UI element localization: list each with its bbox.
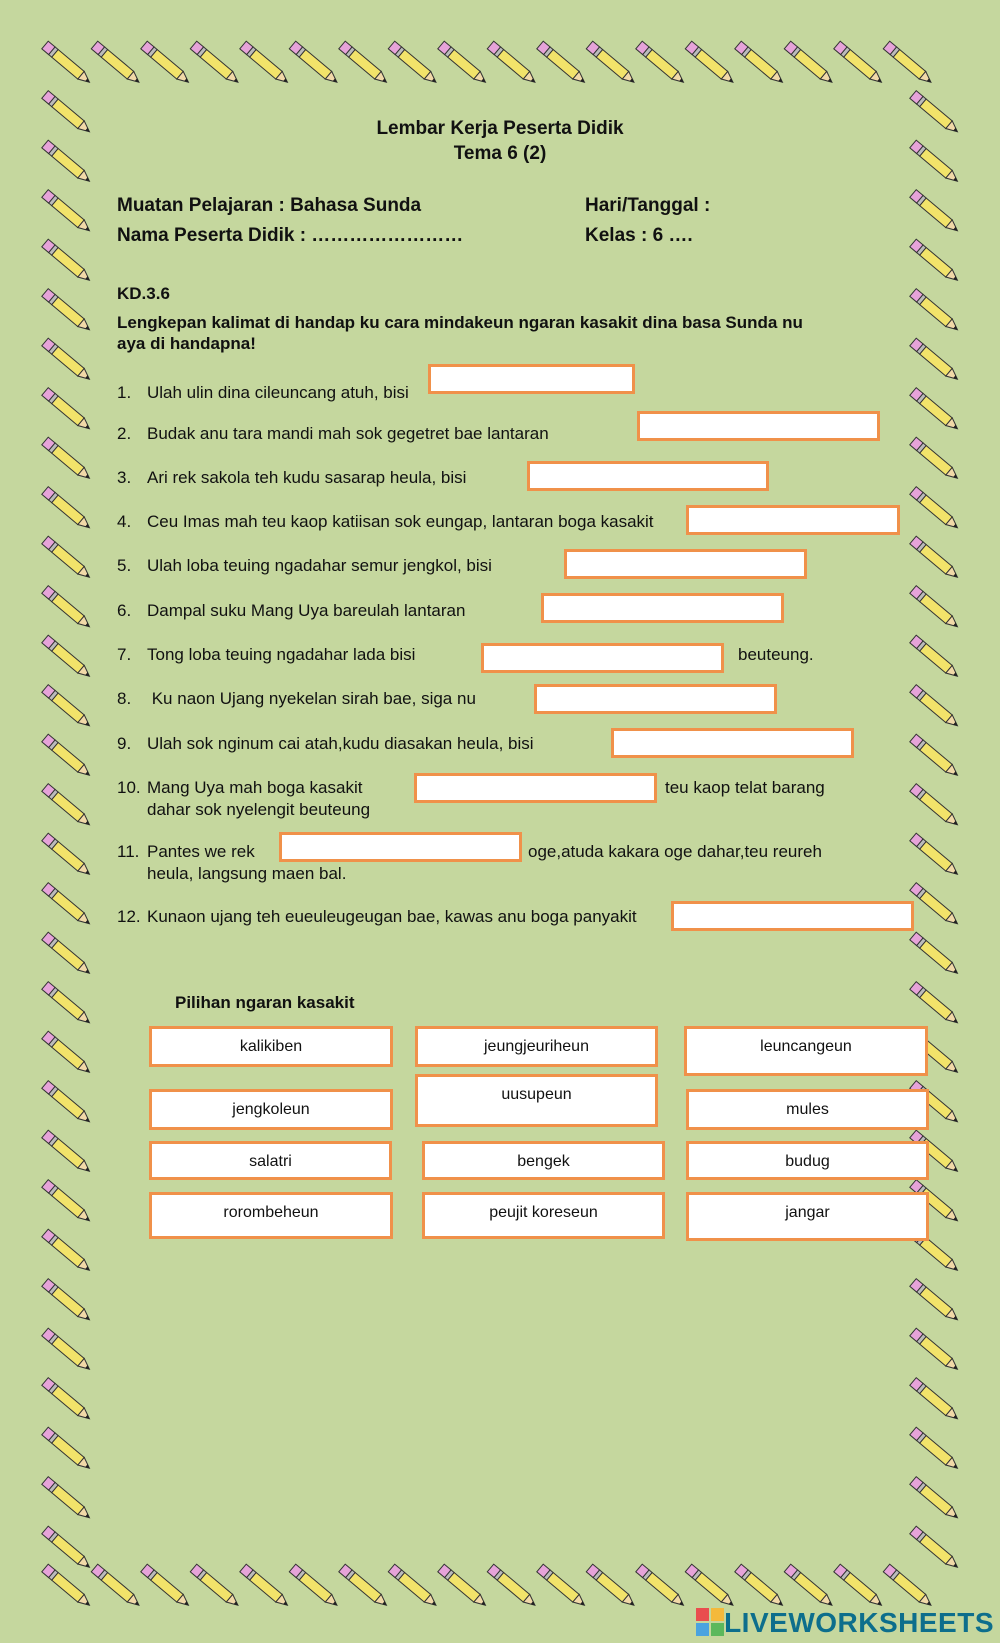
pencil-icon (42, 1081, 93, 1126)
pencil-icon (784, 41, 835, 86)
subject-line: Muatan Pelajaran : Bahasa Sunda (117, 195, 422, 216)
pencil-icon (289, 41, 340, 86)
pencil-icon (42, 1378, 93, 1423)
pencil-icon (834, 41, 885, 86)
choice-tile[interactable]: budug (686, 1141, 929, 1180)
choice-tile[interactable]: rorombeheun (149, 1192, 393, 1239)
question-12: 12. Kunaon ujang teh eueuleugeugan bae, kawas anu boga panyakit (117, 907, 637, 926)
pencil-icon (910, 833, 961, 878)
choices-heading: Pilihan ngaran kasakit (175, 993, 355, 1012)
pencil-icon (910, 437, 961, 482)
choice-tile[interactable]: salatri (149, 1141, 392, 1180)
pencil-icon (141, 41, 192, 86)
pencil-icon (910, 190, 961, 235)
pencil-icon (735, 41, 786, 86)
question-10: 10. Mang Uya mah boga kasakit (117, 778, 363, 797)
question-11: 11. Pantes we rek (117, 842, 255, 861)
answer-box-8[interactable] (534, 684, 777, 714)
question-6: 6. Dampal suku Mang Uya bareulah lantaran (117, 601, 466, 620)
pencil-icon (910, 635, 961, 680)
question-7: 7. Tong loba teuing ngadahar lada bisi (117, 645, 416, 664)
pencil-icon (883, 1564, 934, 1609)
pencil-icon (910, 1477, 961, 1522)
choice-tile[interactable]: jengkoleun (149, 1089, 393, 1130)
pencil-icon (636, 1564, 687, 1609)
pencil-icon (487, 41, 538, 86)
date-line: Hari/Tanggal : (585, 195, 711, 216)
pencil-icon (42, 833, 93, 878)
choice-tile[interactable]: leuncangeun (684, 1026, 928, 1076)
pencil-icon (42, 883, 93, 928)
brand-text: LIVEWORKSHEETS (724, 1607, 994, 1638)
pencil-icon (910, 388, 961, 433)
pencil-icon (339, 41, 390, 86)
pencil-icon (636, 41, 687, 86)
question-2: 2. Budak anu tara mandi mah sok gegetret bae lantaran (117, 424, 549, 443)
answer-box-6[interactable] (541, 593, 784, 623)
pencil-icon (910, 883, 961, 928)
choice-tile[interactable]: jangar (686, 1192, 929, 1241)
question-7-tail: beuteung. (738, 645, 814, 664)
pencil-icon (586, 41, 637, 86)
question-9: 9. Ulah sok nginum cai atah,kudu diasakan heula, bisi (117, 734, 534, 753)
pencil-icon (834, 1564, 885, 1609)
pencil-icon (685, 1564, 736, 1609)
choice-tile[interactable]: jeungjeuriheun (415, 1026, 658, 1067)
pencil-icon (42, 932, 93, 977)
liveworksheets-logo[interactable] (696, 1607, 994, 1639)
pencil-icon (586, 1564, 637, 1609)
question-10-line2: dahar sok nyelengit beuteung (147, 800, 371, 819)
instruction: aya di handapna! (117, 334, 256, 353)
answer-box-3[interactable] (527, 461, 769, 491)
choice-tile[interactable]: kalikiben (149, 1026, 393, 1067)
pencil-icon (910, 1427, 961, 1472)
logo-icon (696, 1608, 724, 1636)
kd-label: KD.3.6 (117, 284, 170, 303)
pencil-icon (339, 1564, 390, 1609)
choice-tile[interactable]: mules (686, 1089, 929, 1130)
pencil-icon (784, 1564, 835, 1609)
pencil-icon (42, 1477, 93, 1522)
pencil-icon (438, 1564, 489, 1609)
pencil-icon (685, 41, 736, 86)
pencil-icon (42, 487, 93, 532)
pencil-icon (42, 190, 93, 235)
pencil-icon (910, 1279, 961, 1324)
pencil-icon (910, 982, 961, 1027)
pencil-icon (42, 1526, 93, 1571)
pencil-icon (910, 1328, 961, 1373)
choice-tile[interactable]: bengek (422, 1141, 665, 1180)
question-8: 8. Ku naon Ujang nyekelan sirah bae, siga nu (117, 689, 476, 708)
worksheet-subtitle: Tema 6 (2) (453, 143, 547, 164)
pencil-icon (42, 784, 93, 829)
pencil-icon (910, 734, 961, 779)
pencil-icon (487, 1564, 538, 1609)
choice-tile[interactable]: uusupeun (415, 1074, 658, 1127)
pencil-icon (910, 536, 961, 581)
question-1: 1. Ulah ulin dina cileuncang atuh, bisi (117, 383, 409, 402)
pencil-icon (141, 1564, 192, 1609)
answer-box-9[interactable] (611, 728, 854, 758)
pencil-icon (42, 437, 93, 482)
pencil-icon (42, 1130, 93, 1175)
question-10-tail: teu kaop telat barang (665, 778, 825, 797)
pencil-icon (42, 1031, 93, 1076)
answer-box-12[interactable] (671, 901, 914, 931)
answer-box-2[interactable] (637, 411, 880, 441)
pencil-icon (240, 41, 291, 86)
worksheet-title: Lembar Kerja Peserta Didik (376, 118, 624, 139)
pencil-icon (42, 338, 93, 383)
question-11-tail: oge,atuda kakara oge dahar,teu reureh (528, 842, 822, 861)
pencil-icon (42, 1279, 93, 1324)
choice-tile[interactable]: peujit koreseun (422, 1192, 665, 1239)
pencil-icon (42, 734, 93, 779)
answer-box-11[interactable] (279, 832, 522, 862)
pencil-icon (910, 338, 961, 383)
pencil-icon (42, 635, 93, 680)
question-11-line2: heula, langsung maen bal. (147, 864, 347, 883)
pencil-icon (42, 1427, 93, 1472)
pencil-icon (910, 1378, 961, 1423)
pencil-icon (42, 239, 93, 284)
pencil-icon (910, 586, 961, 631)
pencil-icon (42, 1328, 93, 1373)
answer-box-1[interactable] (428, 364, 635, 394)
pencil-icon (735, 1564, 786, 1609)
class-line: Kelas : 6 …. (585, 225, 693, 246)
answer-box-4[interactable] (686, 505, 900, 535)
pencil-icon (42, 289, 93, 334)
pencil-icon (910, 289, 961, 334)
pencil-icon (42, 1564, 93, 1609)
student-name-line: Nama Peserta Didik : …………………… (117, 225, 464, 246)
pencil-icon (910, 239, 961, 284)
question-3: 3. Ari rek sakola teh kudu sasarap heula, bisi (117, 468, 467, 487)
question-5: 5. Ulah loba teuing ngadahar semur jengkol, bisi (117, 556, 492, 575)
pencil-icon (42, 1229, 93, 1274)
pencil-icon (910, 1526, 961, 1571)
pencil-icon (190, 41, 241, 86)
pencil-icon (42, 388, 93, 433)
pencil-icon (910, 685, 961, 730)
answer-box-10[interactable] (414, 773, 657, 803)
answer-box-5[interactable] (564, 549, 807, 579)
pencil-icon (289, 1564, 340, 1609)
pencil-icon (91, 1564, 142, 1609)
pencil-icon (910, 784, 961, 829)
pencil-icon (438, 41, 489, 86)
pencil-icon (42, 41, 93, 86)
pencil-icon (42, 685, 93, 730)
pencil-icon (537, 41, 588, 86)
pencil-icon (42, 536, 93, 581)
pencil-icon (883, 41, 934, 86)
instruction: Lengkepan kalimat di handap ku cara mindakeun ngaran kasakit dina basa Sunda nu (117, 313, 803, 332)
pencil-icon (42, 1180, 93, 1225)
pencil-icon (91, 41, 142, 86)
pencil-icon (42, 982, 93, 1027)
pencil-icon (910, 932, 961, 977)
answer-box-7[interactable] (481, 643, 724, 673)
pencil-icon (190, 1564, 241, 1609)
pencil-icon (537, 1564, 588, 1609)
pencil-icon (388, 41, 439, 86)
pencil-icon (42, 586, 93, 631)
pencil-icon (240, 1564, 291, 1609)
pencil-icon (388, 1564, 439, 1609)
pencil-icon (910, 487, 961, 532)
question-4: 4. Ceu Imas mah teu kaop katiisan sok eungap, lantaran boga kasakit (117, 512, 654, 531)
